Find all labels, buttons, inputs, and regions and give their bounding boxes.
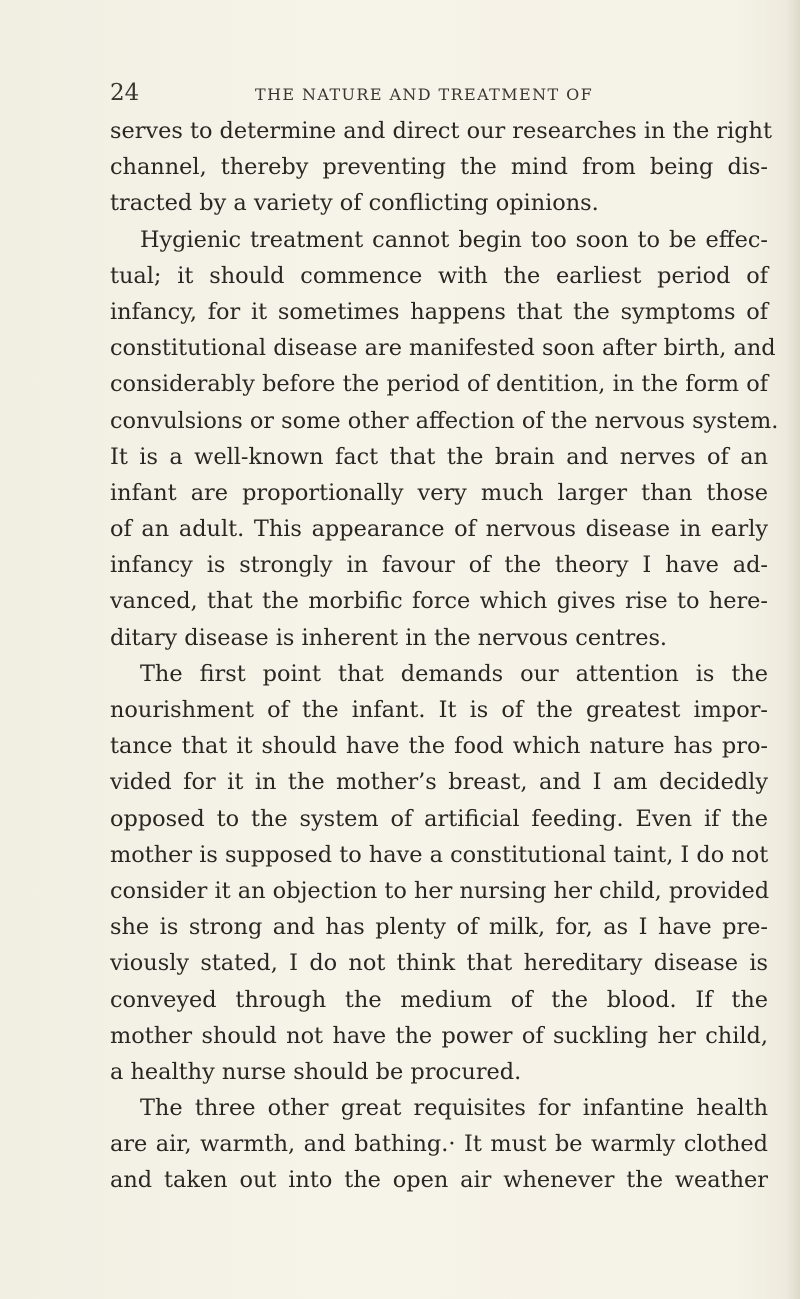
text-line: and taken out into the open air whenever the weather [110,1167,768,1194]
text-line: It is a well-known fact that the brain and nerves of an [110,443,768,470]
text-line: channel, thereby preventing the mind from being dis- [110,154,768,181]
text-line: a healthy nurse should be procured. [110,1058,522,1085]
text-line: The first point that demands our attention is the [140,660,768,687]
text-line: opposed to the system of artificial feeding. Even if the [110,805,768,832]
text-line: vided for it in the mother’s breast, and I am decidedly [110,769,768,796]
text-line: tracted by a variety of conflicting opinions. [110,190,599,217]
text-line: constitutional disease are manifested soon after birth, and [110,335,776,362]
text-line: mother is supposed to have a constitutional taint, I do not [110,841,769,868]
page-edge-shadow [786,0,800,1299]
text-line: vanced, that the morbific force which gives rise to here- [110,588,768,615]
text-line: serves to determine and direct our researches in the right [110,118,772,144]
text-line: viously stated, I do not think that hereditary disease is [110,950,768,977]
text-line: Hygienic treatment cannot begin too soon to be effec- [140,226,768,253]
text-line: considerably before the period of dentition, in the form of [110,371,768,398]
text-line: are air, warmth, and bathing.· It must be warmly clothed [110,1131,768,1158]
page-header [0,78,800,114]
text-line: infant are proportionally very much larger than those [110,479,768,506]
text-line: consider it an objection to her nursing her child, provided [110,877,770,904]
text-line: ditary disease is inherent in the nervous centres. [110,624,668,651]
running-head: THE NATURE AND TREATMENT OF [255,85,594,104]
page-number: 24 [110,80,140,106]
text-line: nourishment of the infant. It is of the greatest impor- [110,697,768,723]
text-line: The three other great requisites for infantine health [140,1095,768,1122]
body-text [110,113,779,1199]
text-line: tance that it should have the food which nature has pro- [110,733,768,760]
text-line: conveyed through the medium of the blood. If the [110,986,768,1013]
text-line: infancy is strongly in favour of the theory I have ad- [110,552,768,579]
text-line: infancy, for it sometimes happens that the symptoms of [110,298,768,325]
text-line: convulsions or some other affection of the nervous system. [110,407,779,434]
text-line: she is strong and has plenty of milk, for, as I have pre- [110,914,768,941]
text-line: tual; it should commence with the earliest period of [110,262,768,289]
text-line: of an adult. This appearance of nervous disease in early [110,516,768,543]
text-line: mother should not have the power of suckling her child, [110,1022,768,1049]
